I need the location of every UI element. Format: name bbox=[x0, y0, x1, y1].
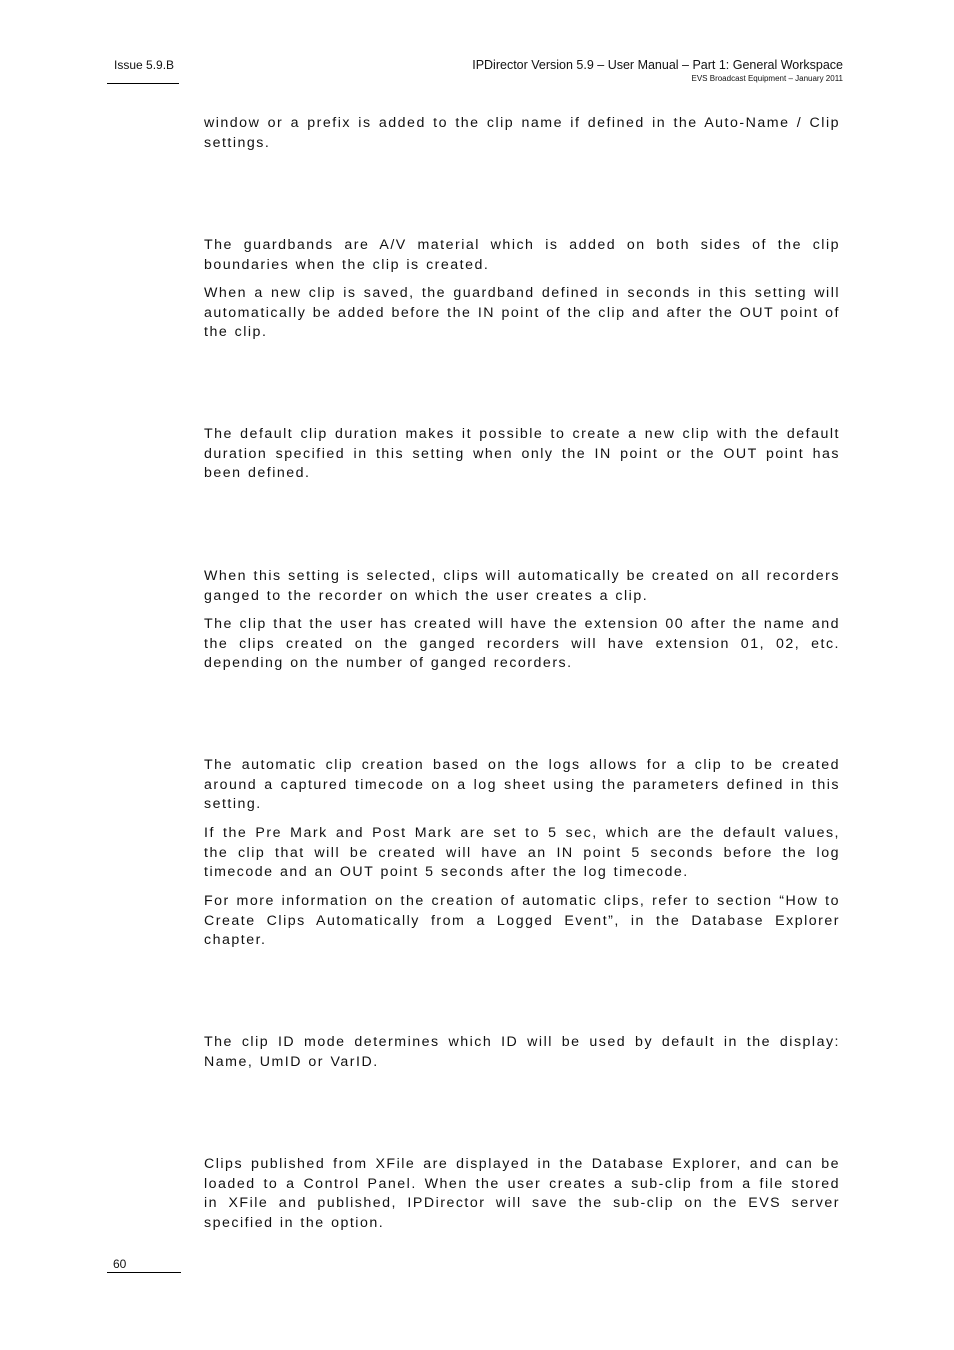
paragraph-ganged-extension: The clip that the user has created will have the extension 00 after the name and the clips created on the ganged recorders will have extension 01, 02, etc. depending on the number of ganged recorders. bbox=[204, 616, 840, 671]
document-title: IPDirector Version 5.9 – User Manual – Part 1: General Workspace bbox=[472, 58, 843, 72]
paragraph-auto-name: window or a prefix is added to the clip name if defined in the Auto-Name / Clip settings. bbox=[204, 115, 840, 151]
paragraph-pre-post-mark: If the Pre Mark and Post Mark are set to 5 sec, which are the default values, the clip that will be created will have an IN point 5 seconds before the log timecode and an OUT point 5 seconds after the log timecode. bbox=[204, 825, 840, 880]
paragraph-more-info: For more information on the creation of automatic clips, refer to section “How to Create Clips Automatically from a Logged Event”, in the Database Explorer chapter. bbox=[204, 893, 840, 948]
paragraph-xfile: Clips published from XFile are displayed in the Database Explorer, and can be loaded to a Control Panel. When the user creates a sub-clip from a file stored in XFile and published, IPDirector will save the sub-clip on the EVS server specified in the option. bbox=[204, 1156, 840, 1231]
paragraph-guardbands-detail: When a new clip is saved, the guardband defined in seconds in this setting will automatically be added before the IN point of the clip and after the OUT point of the clip. bbox=[204, 285, 840, 340]
paragraph-guardbands-intro: The guardbands are A/V material which is added on both sides of the clip boundaries when the clip is created. bbox=[204, 237, 840, 273]
header-rule bbox=[107, 83, 179, 84]
page-number: 60 bbox=[113, 1257, 127, 1271]
paragraph-auto-clip-logs: The automatic clip creation based on the logs allows for a clip to be created around a captured timecode on a log sheet using the parameters defined in this setting. bbox=[204, 757, 840, 812]
issue-label: Issue 5.9.B bbox=[114, 58, 175, 72]
paragraph-clip-id-mode: The clip ID mode determines which ID will be used by default in the display: Name, UmID or VarID. bbox=[204, 1034, 840, 1070]
document-subtitle: EVS Broadcast Equipment – January 2011 bbox=[691, 74, 843, 83]
footer-rule bbox=[107, 1272, 181, 1273]
paragraph-default-duration: The default clip duration makes it possible to create a new clip with the default duration specified in this setting when only the IN point or the OUT point has been defined. bbox=[204, 426, 840, 481]
paragraph-ganged-intro: When this setting is selected, clips will automatically be created on all recorders ganged to the recorder on which the user creates a clip. bbox=[204, 568, 840, 604]
